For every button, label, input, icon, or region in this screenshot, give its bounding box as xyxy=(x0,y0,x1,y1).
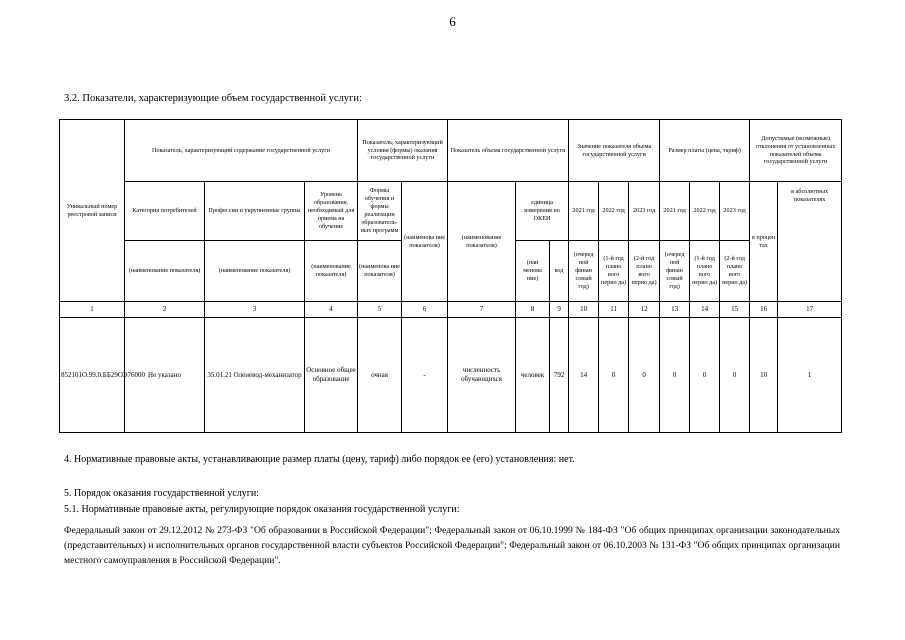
cell-fee-2023: 0 xyxy=(720,318,750,433)
col-num: 5 xyxy=(358,302,402,318)
plan-year-2-value: (2-й год плано вого перио да) xyxy=(629,241,660,302)
header-year-2023-value: 2023 год xyxy=(629,182,660,241)
plan-year-1-value: (1-й год плано вого перио да) xyxy=(599,241,629,302)
col-num: 9 xyxy=(550,302,569,318)
cell-indicator-6: - xyxy=(402,318,448,433)
cell-value-2023: 0 xyxy=(629,318,660,433)
col-num: 16 xyxy=(750,302,778,318)
header-name-indicator-7: (наименование показателя) xyxy=(448,182,516,302)
cell-fee-2022: 0 xyxy=(690,318,720,433)
header-year-2021-fee: 2021 год xyxy=(660,182,690,241)
col-num: 17 xyxy=(778,302,842,318)
col-num: 8 xyxy=(516,302,550,318)
header-year-2022-value: 2022 год xyxy=(599,182,629,241)
name-forms: (наименова ние показателя) xyxy=(358,241,402,302)
col-num: 15 xyxy=(720,302,750,318)
plan-year-2-fee: (2-й год плано вого перио да) xyxy=(720,241,750,302)
laws-paragraph: Федеральный закон от 29.12.2012 № 273-ФЗ "Об образовании в Российской Федерации"; Федеральный закон от 06.10.1999 № 184-ФЗ "Об общих принципах организации законодательных (представительных) и исполнительных органов государственной власти субъектов Российской Федерации"; Федеральный закон от 06.10.2003 № 131-ФЗ "Об общих принципах организации местного самоуправления в Российской Федерации". xyxy=(64,525,840,566)
cell-profession: 35.01.21 Оленевод-механизатор xyxy=(205,318,305,433)
header-conditions: Показатель, характеризующий условия (формы) оказания государственной услуги xyxy=(358,120,448,182)
col-num: 1 xyxy=(60,302,125,318)
header-unit: единица измерения по ОКЕИ xyxy=(516,182,569,241)
cell-value-2022: 0 xyxy=(599,318,629,433)
col-num: 3 xyxy=(205,302,305,318)
header-deviation: Допустимые (возможные) отклонения от установленных показателей объема государственной услуги xyxy=(750,120,842,182)
volume-indicators-table xyxy=(59,119,842,433)
column-number-row xyxy=(60,302,842,318)
cell-level: Основное общее образование xyxy=(305,318,358,433)
name-professions: (наименование показателя) xyxy=(205,241,305,302)
header-year-2022-fee: 2022 год xyxy=(690,182,720,241)
col-num: 7 xyxy=(448,302,516,318)
header-fee: Размер платы (цена, тариф) xyxy=(660,120,750,182)
fiscal-year-value: (очеред ной финан совый год) xyxy=(569,241,599,302)
header-unique-number: Уникальный номер реестровой записи xyxy=(60,120,125,302)
header-values: Значение показателя объема государственной услуги xyxy=(569,120,660,182)
header-content: Показатель, характеризующий содержание государственной услуги xyxy=(125,120,358,182)
section-5-title: 5. Порядок оказания государственной услуги: xyxy=(64,488,260,499)
name-level: (наименование показателя) xyxy=(305,241,358,302)
cell-deviation-absolute: 1 xyxy=(778,318,842,433)
col-num: 2 xyxy=(125,302,205,318)
header-year-2023-fee: 2023 год xyxy=(720,182,750,241)
header-year-2021-value: 2021 год xyxy=(569,182,599,241)
name-category: (наименование показателя) xyxy=(125,241,205,302)
col-num: 12 xyxy=(629,302,660,318)
col-num: 4 xyxy=(305,302,358,318)
header-professions: Профессии и укрупненные группы xyxy=(205,182,305,241)
section-5-1-title: 5.1. Нормативные правовые акты, регулирующие порядок оказания государственной услуги: xyxy=(64,504,460,515)
cell-form: очная xyxy=(358,318,402,433)
unit-code: код xyxy=(550,241,569,302)
cell-indicator-name: численность обучающихся xyxy=(448,318,516,433)
header-category: Категория потребителей xyxy=(125,182,205,241)
header-absolute: в абсолютных показателях xyxy=(778,182,842,302)
col-num: 10 xyxy=(569,302,599,318)
cell-unit-code: 792 xyxy=(550,318,569,433)
header-volume: Показатель объема государственной услуги xyxy=(448,120,569,182)
cell-category: Не указано xyxy=(125,318,205,433)
header-name-indicator-6: (наименова ние показателя) xyxy=(402,182,448,302)
header-forms: Формы обучения и формы реализации образователь-ных программ xyxy=(358,182,402,241)
section-4-text: 4. Нормативные правовые акты, устанавливающие размер платы (цену, тариф) либо порядок ее (его) установления: нет. xyxy=(64,454,575,465)
col-num: 14 xyxy=(690,302,720,318)
plan-year-1-fee: (1-й год плано вого перио да) xyxy=(690,241,720,302)
fiscal-year-fee: (очеред ной финан совый год) xyxy=(660,241,690,302)
col-num: 11 xyxy=(599,302,629,318)
cell-deviation-percent: 10 xyxy=(750,318,778,433)
unit-name: (наи менова ние) xyxy=(516,241,550,302)
page-number: 6 xyxy=(449,14,456,29)
cell-value-2021: 14 xyxy=(569,318,599,433)
cell-fee-2021: 0 xyxy=(660,318,690,433)
table-row xyxy=(60,318,842,433)
col-num: 13 xyxy=(660,302,690,318)
cell-unique-number: 852101О.99.0.ББ29ОЭ76000 xyxy=(60,318,125,433)
header-level: Уровень образования, необходимый для приема на обучение xyxy=(305,182,358,241)
col-num: 6 xyxy=(402,302,448,318)
header-percent: в процен тах xyxy=(750,182,778,302)
section-3-2-title: 3.2. Показатели, характеризующие объем государственной услуги: xyxy=(64,93,362,104)
cell-unit-name: человек xyxy=(516,318,550,433)
